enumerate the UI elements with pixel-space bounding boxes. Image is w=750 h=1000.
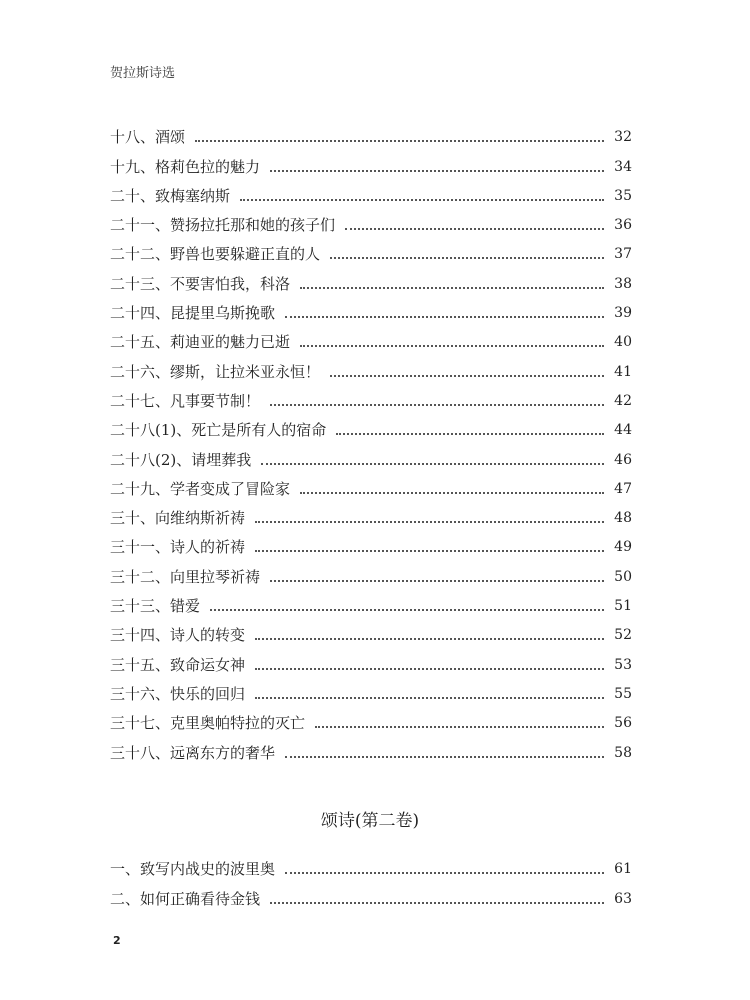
dot-leader [270,902,604,904]
toc-entry-title: 二十二、野兽也要躲避正直的人 [110,245,321,264]
toc-entry-page: 56 [614,715,632,732]
toc-entry-title: 三十二、向里拉琴祈祷 [110,567,261,586]
dot-leader [330,257,604,259]
toc-entry-page: 40 [614,334,632,351]
toc-entry [110,617,632,646]
dot-leader [336,433,604,435]
toc-entry [110,148,632,177]
dot-leader [270,170,604,172]
toc-entry-page: 55 [614,685,632,702]
toc-entry [110,734,632,763]
dot-leader [255,668,604,670]
toc-entry-page: 39 [614,305,632,322]
toc-list [110,119,632,764]
toc-entry-page: 48 [614,510,632,527]
toc-entry [110,324,632,353]
toc-entry-page: 34 [614,158,632,175]
dot-leader [270,580,604,582]
toc-entry-page: 58 [614,744,632,761]
toc-entry [110,295,632,324]
toc-entry-page: 32 [614,129,632,146]
toc-entry [110,529,632,558]
toc-entry-page: 47 [614,480,632,497]
toc-entry [110,471,632,500]
dot-leader [315,726,604,728]
toc-entry [110,412,632,441]
toc-entry-title: 二十八(1)、死亡是所有人的宿命 [110,421,327,440]
section-heading: 颂诗(第二卷) [320,811,420,831]
toc-entry-title: 三十六、快乐的回归 [110,684,246,703]
toc-entry-title: 二十三、不要害怕我，科洛 [110,274,291,293]
toc-entry-title: 三十三、错爱 [110,597,201,616]
dot-leader [255,638,604,640]
dot-leader [255,521,604,523]
toc-entry [110,880,632,909]
toc-entry-title: 二十九、学者变成了冒险家 [110,479,291,498]
toc-entry-title: 十九、格莉色拉的魅力 [110,157,261,176]
dot-leader [195,140,604,142]
toc-entry-page: 36 [614,217,632,234]
toc-entry-page: 52 [614,627,632,644]
toc-entry-title: 二十八(2)、请埋葬我 [110,450,252,469]
dot-leader [345,228,604,230]
toc-entry [110,646,632,675]
toc-entry [110,353,632,382]
toc-entry [110,588,632,617]
dot-leader [261,463,604,465]
dot-leader [210,609,604,611]
toc-entry-page: 53 [614,656,632,673]
dot-leader [300,287,604,289]
toc-entry [110,236,632,265]
toc-entry [110,441,632,470]
dot-leader [285,872,604,874]
toc-entry-title: 二十一、赞扬拉托那和她的孩子们 [110,216,336,235]
toc-entry [110,705,632,734]
running-head-title: 贺拉斯诗选 [110,66,176,81]
dot-leader [240,199,604,201]
dot-leader [270,404,604,406]
toc-entry-page: 42 [614,392,632,409]
toc-entry-title: 三十七、克里奥帕特拉的灭亡 [110,714,306,733]
dot-leader [300,345,604,347]
toc-entry [110,500,632,529]
toc-entry-page: 35 [614,187,632,204]
toc-entry-title: 三十一、诗人的祈祷 [110,538,246,557]
toc-entry-page: 51 [614,598,632,615]
toc-entry-page: 41 [614,363,632,380]
toc-entry-title: 二十四、昆提里乌斯挽歌 [110,304,276,323]
toc-entry [110,851,632,880]
toc-entry-page: 38 [614,275,632,292]
toc-entry-page: 49 [614,539,632,556]
dot-leader [300,492,604,494]
toc-entry-title: 三十五、致命运女神 [110,655,246,674]
toc-entry-title: 三十八、远离东方的奢华 [110,743,276,762]
dot-leader [255,697,604,699]
toc-entry-title: 二十五、莉迪亚的魅力已逝 [110,333,291,352]
toc-entry [110,119,632,148]
toc-entry [110,558,632,587]
toc-entry-page: 37 [614,246,632,263]
toc-entry [110,178,632,207]
toc-list-section2 [110,851,632,910]
toc-entry [110,383,632,412]
toc-entry-title: 二、如何正确看待金钱 [110,889,261,908]
toc-entry-page: 63 [614,890,632,907]
toc-entry-title: 二十、致梅塞纳斯 [110,186,231,205]
dot-leader [330,375,604,377]
toc-entry-title: 二十六、缪斯，让拉米亚永恒！ [110,362,321,381]
toc-entry-page: 50 [614,568,632,585]
toc-entry-page: 61 [614,861,632,878]
toc-entry [110,207,632,236]
page-number: 2 [113,934,121,947]
toc-entry-title: 二十七、凡事要节制！ [110,391,261,410]
dot-leader [255,550,604,552]
toc-entry-title: 十八、酒颂 [110,128,186,147]
toc-entry-title: 三十四、诗人的转变 [110,626,246,645]
toc-entry-title: 一、致写内战史的波里奥 [110,860,276,879]
toc-entry-page: 44 [614,422,632,439]
toc-entry-page: 46 [614,451,632,468]
toc-entry [110,676,632,705]
dot-leader [285,756,604,758]
dot-leader [285,316,604,318]
toc-entry-title: 三十、向维纳斯祈祷 [110,509,246,528]
toc-entry [110,265,632,294]
